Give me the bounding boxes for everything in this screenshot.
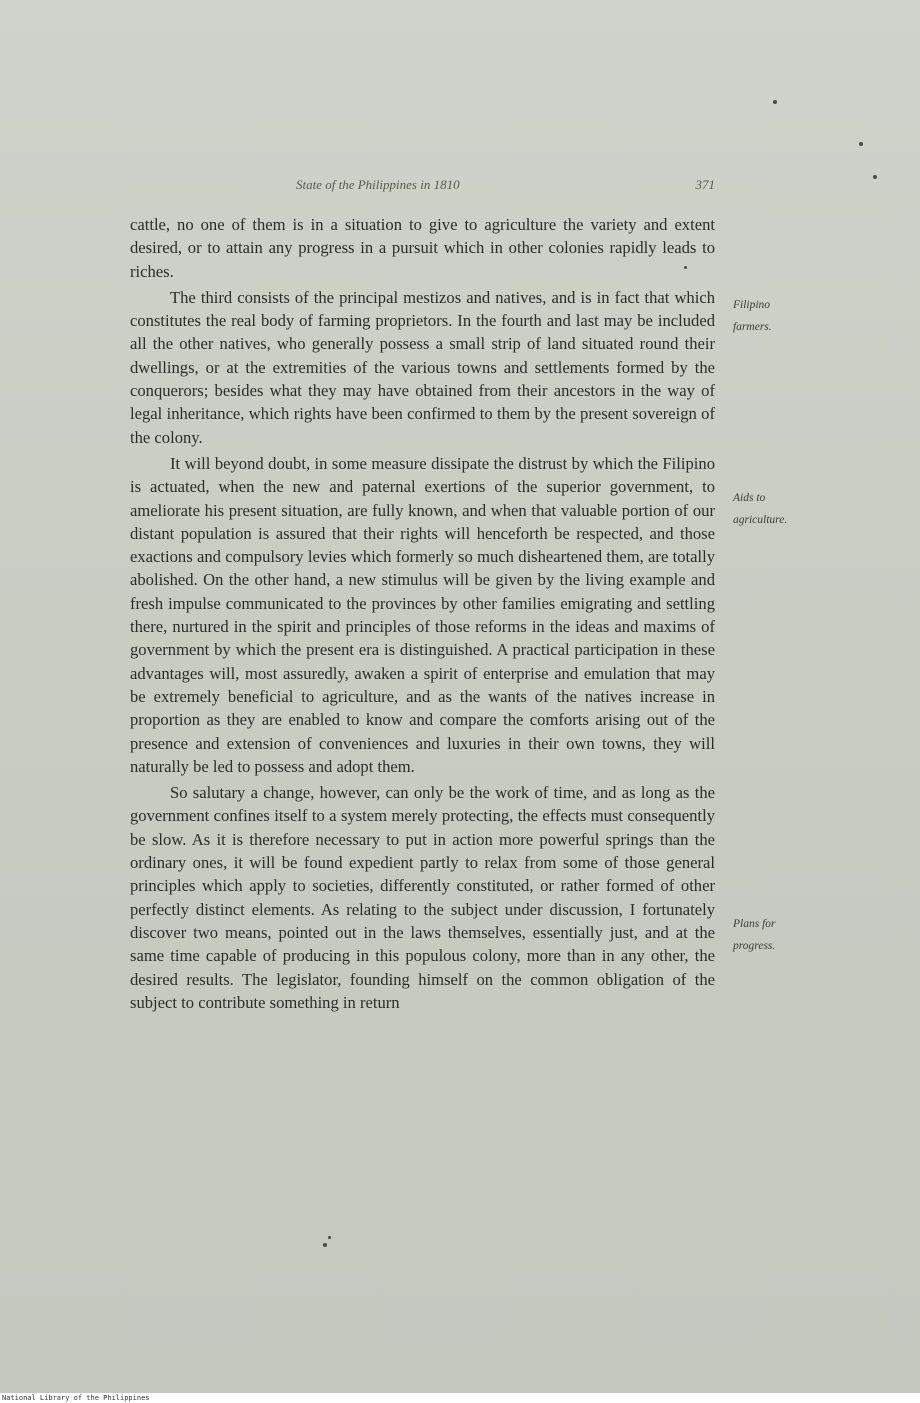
paragraph-distrust: It will beyond doubt, in some measure dissipate the distrust by which the Filipino is actuated, when the new and paternal exertions of the superior government, to ameliorate his present situation, are fully known, and when that valuable portion of our distant population is assured that their rights will henceforth be respected, and those exactions and compulsory levies which formerly so much disheartened them, are totally abolished. On the other hand, a new stimulus will be given by the living example and fresh impulse communicated to the provinces by other families emigrating and settling there, nurtured in the spirit and principles of those reforms in the ideas and maxims of government by which the present era is distinguished. A practical participation in these advantages will, most assuredly, awaken a spirit of enterprise and emulation that may be extremely beneficial to agriculture, and as the wants of the natives increase in proportion as they are enabled to know and compare the comforts arising out of the presence and extension of conveniences and luxuries in their own towns, they will naturally be led to possess and adopt them. [130, 453, 715, 776]
sidenote-line: farmers. [733, 321, 772, 333]
sidenote-line: Filipino [733, 299, 771, 311]
dust-speck [773, 100, 777, 104]
sidenote-line: Plans for [733, 918, 776, 930]
sidenote-filipino-farmers [733, 294, 823, 338]
sidenote-line: progress. [733, 940, 776, 952]
dust-speck [859, 142, 863, 146]
dust-speck [328, 1236, 331, 1239]
library-credit: National Library of the Philippines [2, 1394, 150, 1402]
page-number: 371 [695, 177, 715, 192]
dust-speck [684, 266, 687, 269]
paragraph-third-class: The third consists of the principal mestizos and natives, and is in fact that which constitutes the real body of farming proprietors. In the fourth and last may be included all the other natives, who generally possess a small strip of land situated round their dwellings, or at the extremities of the various towns and settlements formed by the conquerors; besides what they may have obtained from their ancestors in the way of legal inheritance, which rights have been confirmed to them by the present sovereign of the colony. [130, 287, 715, 447]
sidenote-aids-to-agriculture [733, 487, 823, 531]
sidenote-line: Aids to [733, 492, 766, 504]
dust-speck [323, 1243, 327, 1247]
sidenote-line: agriculture. [733, 514, 788, 526]
paragraph-salutary-change: So salutary a change, however, can only be the work of time, and as long as the government confines itself to a system merely protecting, the effects must consequently be slow. As it is therefore necessary to put in action more powerful springs than the ordinary ones, it will be found expedient partly to relax from some of those general principles which apply to societies, differently constituted, or rather formed of other perfectly distinct elements. As relating to the subject under discussion, I fortunately discover two means, pointed out in the laws themselves, essentially just, and at the same time capable of producing in this populous colony, more than in any other, the desired results. The legislator, founding himself on the common obligation of the subject to contribute something in return [130, 783, 715, 1012]
body-text [130, 213, 715, 1017]
sidenote-plans-for-progress [733, 913, 823, 957]
paragraph-continued: cattle, no one of them is in a situation to give to agriculture the variety and extent desired, or to attain any progress in a pursuit which in other colonies rapidly leads to riches. [130, 215, 715, 281]
running-header [130, 177, 715, 197]
dust-speck [873, 175, 877, 179]
footer-strip [0, 1393, 920, 1403]
running-title: State of the Philippines in 1810 [296, 177, 460, 192]
